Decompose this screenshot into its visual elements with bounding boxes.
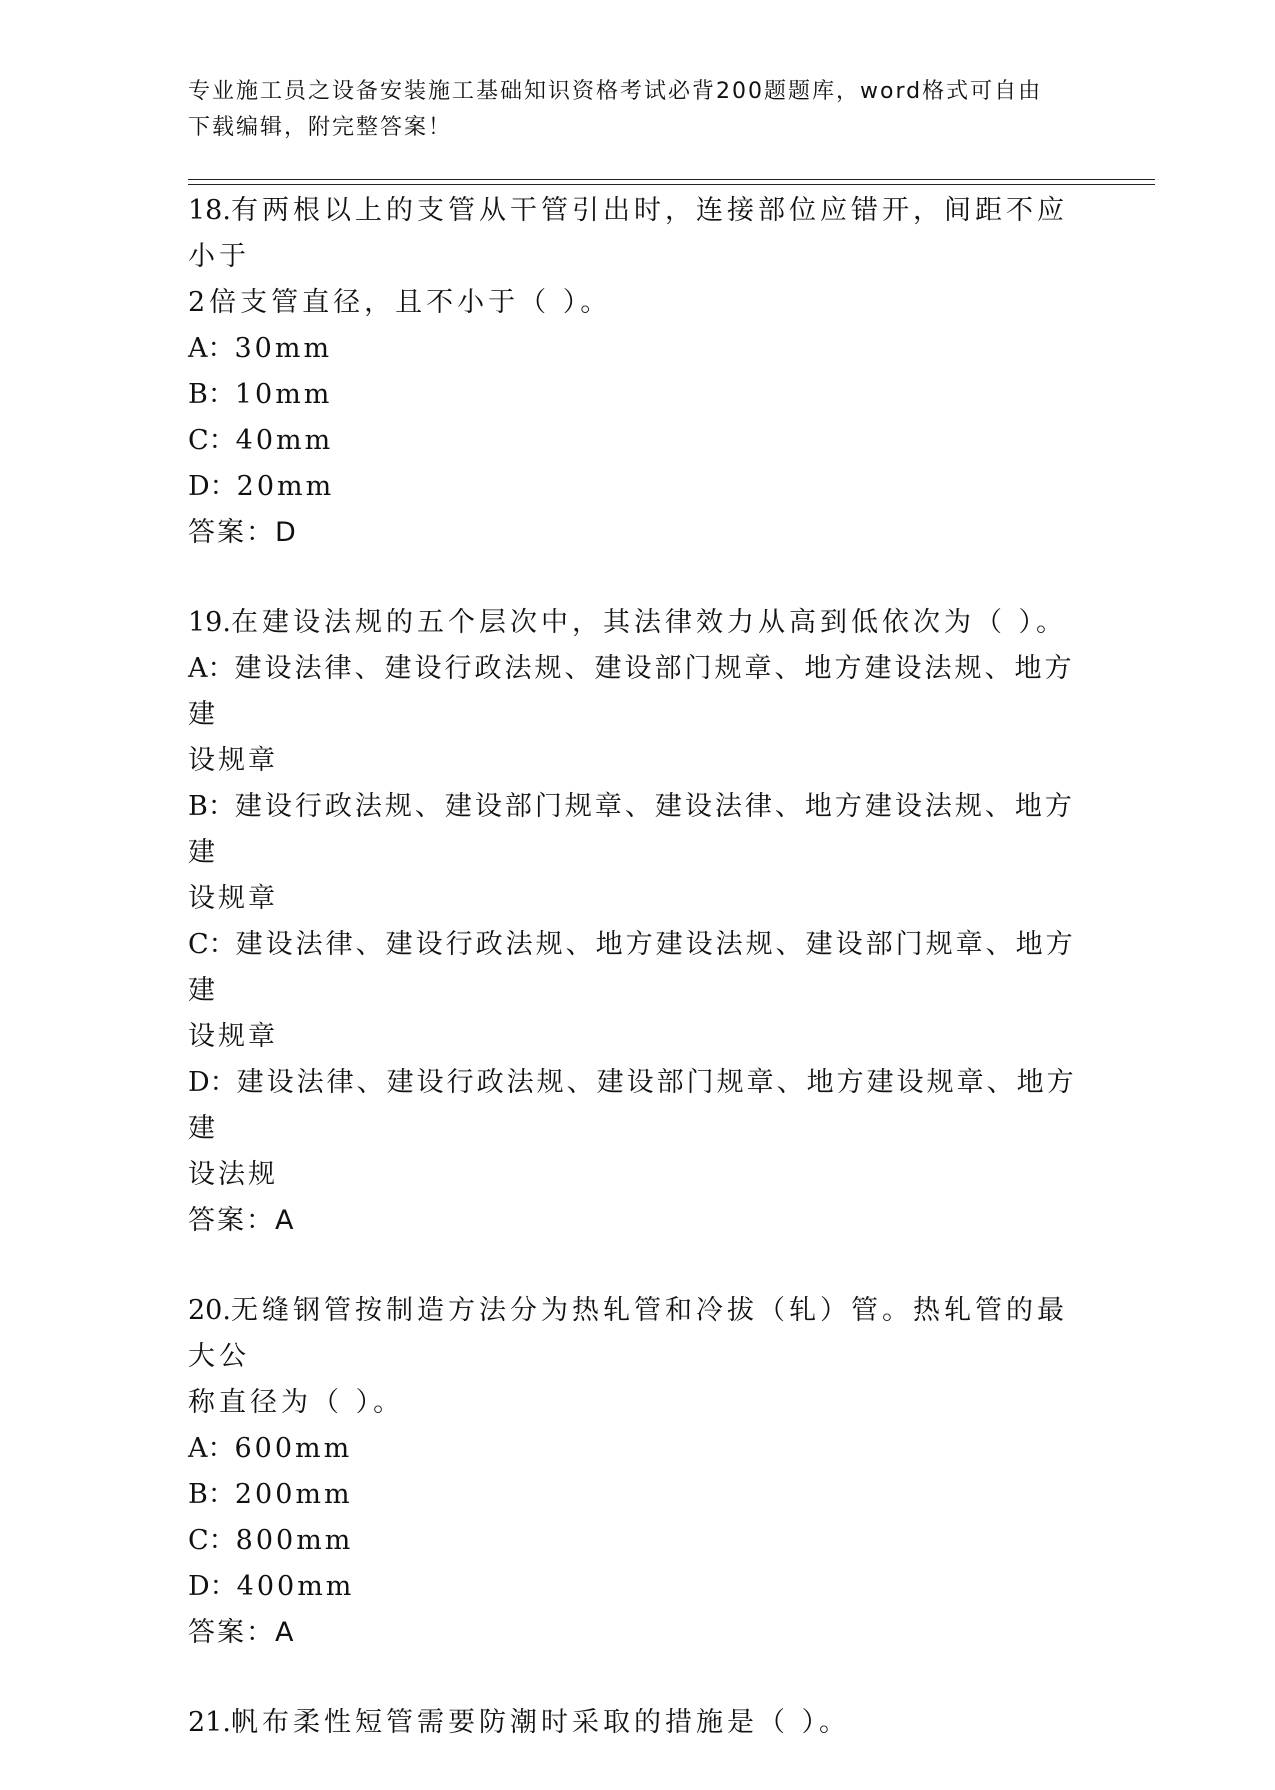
question-text-line-2: 2倍支管直径，且不小于（ ）。 (188, 287, 612, 318)
option-text: 20mm (236, 471, 335, 502)
option-key: C： (188, 1525, 236, 1556)
option-key: C： (188, 425, 236, 456)
option-key: D： (188, 1571, 237, 1602)
answer-line: 答案：A (188, 1205, 296, 1236)
option-c-continued: 设规章 (188, 1021, 278, 1052)
question-19 (188, 600, 1088, 1244)
option-text: 30mm (234, 333, 333, 364)
question-20 (188, 1288, 1088, 1656)
option-a (188, 326, 1088, 372)
question-text-line-1: 无缝钢管按制造方法分为热轧管和冷拔（轧）管。热轧管的最大公 (188, 1295, 1068, 1372)
header-divider-top (188, 179, 1155, 180)
option-key: D： (188, 471, 237, 502)
question-stem (188, 600, 1088, 646)
question-text-line-1: 在建设法规的五个层次中，其法律效力从高到低依次为（ ）。 (230, 607, 1068, 638)
option-d-continued: 设法规 (188, 1159, 278, 1190)
option-a-continued: 设规章 (188, 745, 278, 776)
option-text: 10mm (234, 379, 333, 410)
option-a (188, 646, 1088, 738)
option-text: 200mm (234, 1479, 353, 1510)
question-stem (188, 1288, 1088, 1380)
question-stem (188, 1700, 1088, 1746)
option-b (188, 784, 1088, 876)
option-b (188, 1472, 1088, 1518)
option-text: 600mm (234, 1433, 353, 1464)
option-text: 400mm (236, 1571, 355, 1602)
question-number: 19. (188, 607, 231, 638)
option-d (188, 1060, 1088, 1152)
document-header (188, 74, 1068, 146)
question-text-line-2: 称直径为（ ）。 (188, 1387, 405, 1418)
option-c (188, 922, 1088, 1014)
header-line-1: 专业施工员之设备安装施工基础知识资格考试必背200题题库，word格式可自由 (188, 79, 1043, 104)
option-key: A： (188, 1433, 235, 1464)
option-d (188, 1564, 1088, 1610)
question-21 (188, 1700, 1088, 1746)
option-key: B： (188, 1479, 235, 1510)
question-list (188, 188, 1088, 1790)
question-text-line-1: 有两根以上的支管从干管引出时，连接部位应错开，间距不应小于 (188, 195, 1068, 272)
option-text: 建设行政法规、建设部门规章、建设法律、地方建设法规、地方建 (188, 791, 1075, 868)
header-line-2: 下载编辑，附完整答案！ (188, 115, 453, 140)
option-text: 建设法律、建设行政法规、地方建设法规、建设部门规章、地方建 (188, 929, 1076, 1006)
option-text: 40mm (235, 425, 334, 456)
option-d (188, 464, 1088, 510)
option-a (188, 1426, 1088, 1472)
answer-line: 答案：D (188, 517, 298, 548)
question-text-line-1: 帆布柔性短管需要防潮时采取的措施是（ ）。 (230, 1707, 851, 1738)
option-key: A： (188, 333, 235, 364)
option-key: B： (188, 791, 235, 822)
option-c (188, 1518, 1088, 1564)
header-divider-bottom (188, 184, 1155, 185)
question-number: 20. (188, 1295, 231, 1326)
option-key: D： (188, 1067, 237, 1098)
answer-line: 答案：A (188, 1617, 296, 1648)
option-text: 建设法律、建设行政法规、建设部门规章、地方建设法规、地方建 (188, 653, 1075, 730)
option-c (188, 418, 1088, 464)
option-text: 建设法律、建设行政法规、建设部门规章、地方建设规章、地方建 (188, 1067, 1077, 1144)
option-key: B： (188, 379, 235, 410)
option-text: 800mm (235, 1525, 354, 1556)
option-key: C： (188, 929, 236, 960)
question-stem (188, 188, 1088, 280)
question-number: 21. (188, 1707, 231, 1738)
option-b (188, 372, 1088, 418)
question-18 (188, 188, 1088, 556)
option-key: A： (188, 653, 235, 684)
option-b-continued: 设规章 (188, 883, 278, 914)
question-number: 18. (188, 195, 231, 226)
